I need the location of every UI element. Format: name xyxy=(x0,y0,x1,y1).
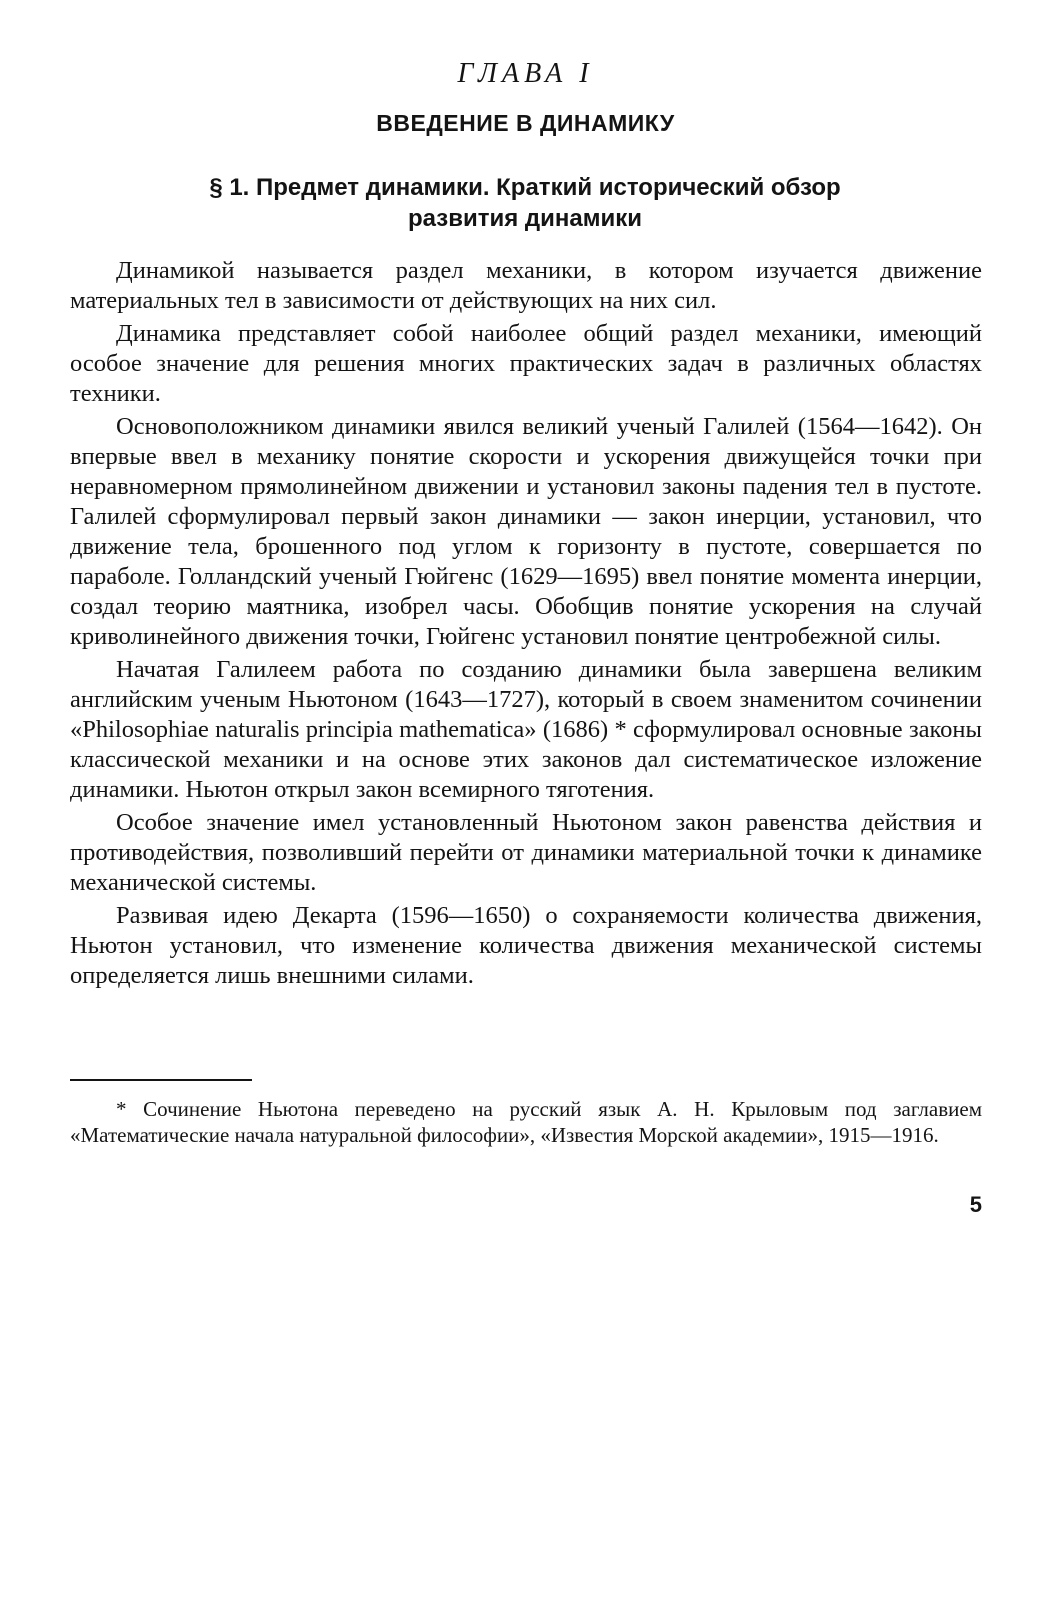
chapter-label: ГЛАВА I xyxy=(457,58,594,89)
footnote-divider xyxy=(70,1079,252,1081)
body-text xyxy=(70,256,982,994)
paragraph-2: Динамика представляет собой наиболее общий раздел механики, имеющий особое значение для решения многих практических задач в различных областях техники. xyxy=(70,320,982,407)
footnote: * Сочинение Ньютона переведено на русский язык А. Н. Крыловым под заглавием «Математические начала натуральной философии», «Известия Морской академии», 1915—1916. xyxy=(70,1097,982,1147)
paragraph-6: Развивая идею Декарта (1596—1650) о сохраняемости количества движения, Ньютон установил, что изменение количества движения механической системы определяется лишь внешними силами. xyxy=(70,902,982,989)
chapter-title: ВВЕДЕНИЕ В ДИНАМИКУ xyxy=(376,110,675,136)
section-title xyxy=(100,172,950,234)
paragraph-3: Основоположником динамики явился великий ученый Галилей (1564—1642). Он впервые ввел в механику понятие скорости и ускорения движущейся точки при неравномерном прямолинейном движении и установил законы падения тел в пустоте. Галилей сформулировал первый закон динамики — закон инерции, установил, что движение тела, брошенного под углом к горизонту в пустоте, совершается по параболе. Голландский ученый Гюйгенс (1629—1695) ввел понятие момента инерции, создал теорию маятника, изобрел часы. Обобщив понятие ускорения на случай криволинейного движения точки, Гюйгенс установил понятие центробежной силы. xyxy=(70,413,982,650)
section-title-line-2: развития динамики xyxy=(407,205,643,232)
paragraph-4: Начатая Галилеем работа по созданию динамики была завершена великим английским ученым Ньютоном (1643—1727), который в своем знаменитом сочинении «Philosophiae naturalis principia mathematica» (1686) * сформулировал основные законы классической механики и на основе этих законов дал систематическое изложение динамики. Ньютон открыл закон всемирного тяготения. xyxy=(70,656,982,803)
page-number: 5 xyxy=(969,1192,982,1217)
paragraph-1: Динамикой называется раздел механики, в котором изучается движение материальных тел в зависимости от действующих на них сил. xyxy=(70,257,982,314)
paragraph-5: Особое значение имел установленный Ньютоном закон равенства действия и противодействия, позволивший перейти от динамики материальной точки к динамике механической системы. xyxy=(70,809,982,896)
section-title-line-1: § 1. Предмет динамики. Краткий исторический обзор xyxy=(209,174,841,201)
